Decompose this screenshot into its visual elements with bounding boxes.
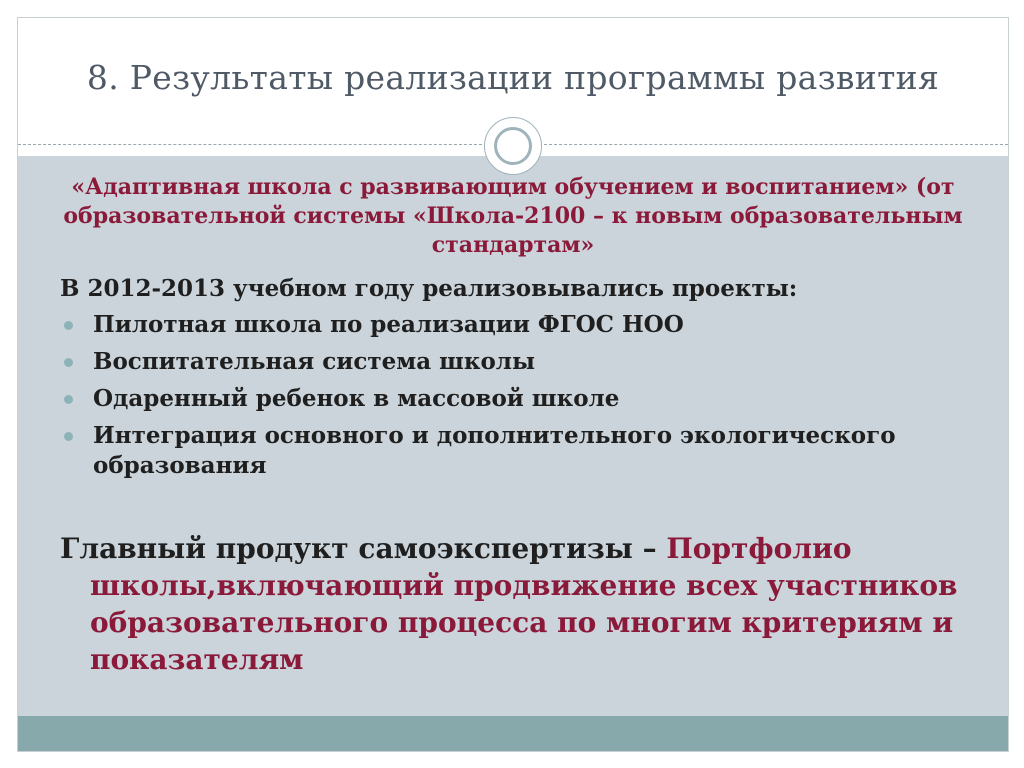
program-quote: «Адаптивная школа с развивающим обучением и воспитанием» (от образовательной системы «Школа-2100 – к новым образовательным стандартам»	[63, 174, 963, 258]
projects-list	[58, 310, 958, 488]
main-product-prefix: Главный продукт самоэкспертизы –	[60, 532, 667, 565]
list-item-text: Одаренный ребенок в массовой школе	[93, 385, 620, 412]
slide	[17, 17, 1009, 752]
bullet-icon	[64, 321, 73, 330]
bullet-icon	[64, 432, 73, 441]
main-product-highlight: Портфолио школы,включающий продвижение всех участников образовательного процесса по многим критериям и показателям	[90, 532, 958, 676]
list-item	[58, 347, 958, 377]
list-item-text: Интеграция основного и дополнительного экологического образования	[93, 422, 896, 479]
circle-ornament-icon	[484, 117, 542, 175]
list-item	[58, 310, 958, 340]
projects-intro: В 2012-2013 учебном году реализовывались проекты:	[60, 275, 798, 302]
bullet-icon	[64, 358, 73, 367]
main-product-statement	[60, 530, 1009, 678]
list-item	[58, 384, 958, 414]
list-item-text: Пилотная школа по реализации ФГОС НОО	[93, 311, 684, 338]
footer-bar	[18, 716, 1008, 751]
list-item-text: Воспитательная система школы	[93, 348, 536, 375]
list-item	[58, 421, 958, 481]
bullet-icon	[64, 395, 73, 404]
slide-title: 8. Результаты реализации программы развития	[86, 58, 940, 97]
